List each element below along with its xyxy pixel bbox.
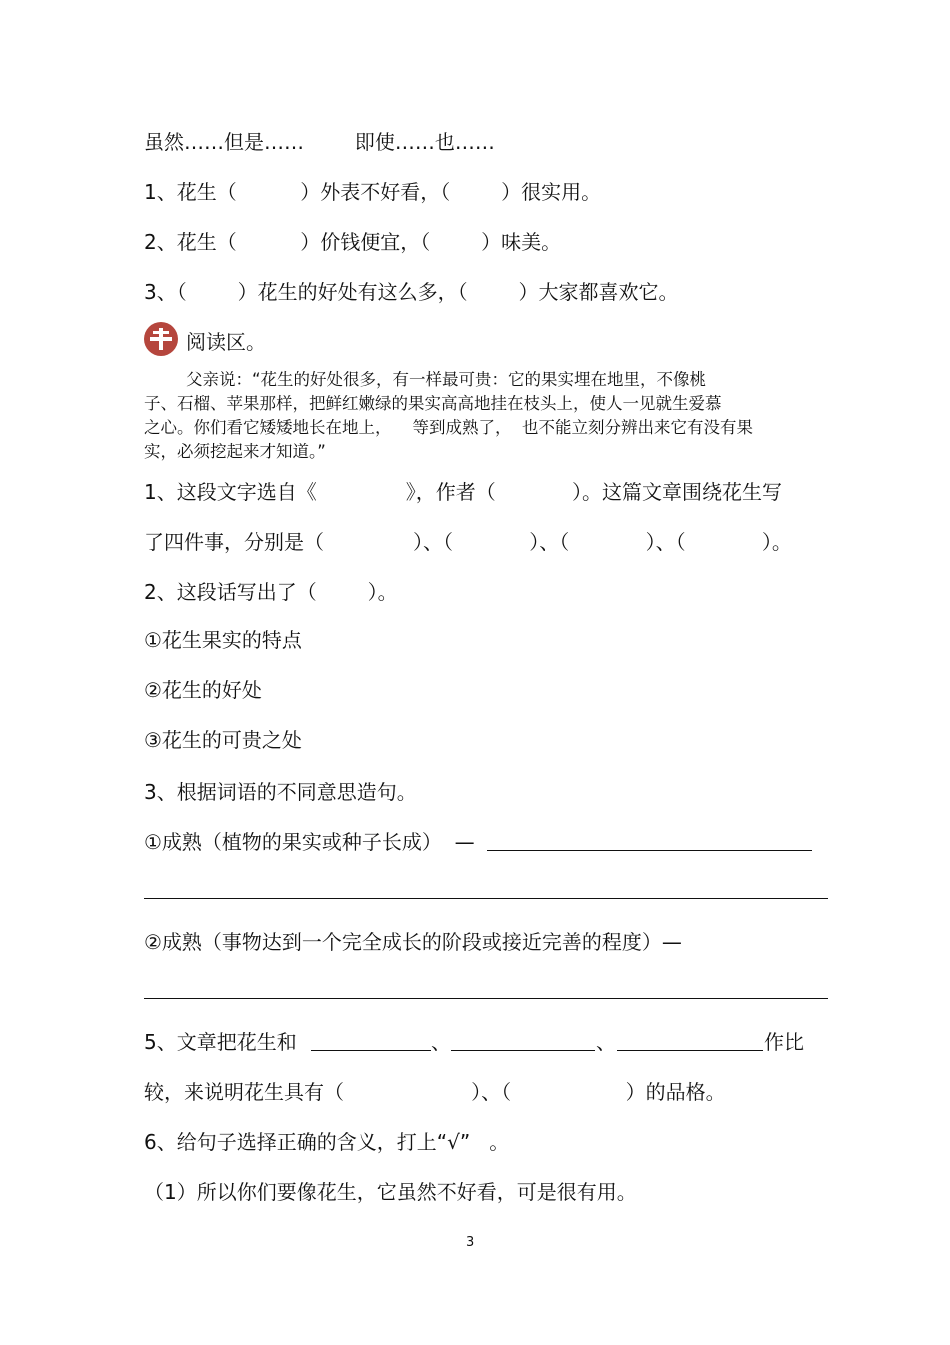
page-number: 3 — [466, 1235, 475, 1250]
question-5-separator: 、 — [596, 1030, 616, 1054]
passage-line-2: 子、石榴、苹果那样，把鲜红嫩绿的果实高高地挂在枝头上，使人一见就生爱慕 — [144, 394, 722, 413]
passage-line-3: 之心。你们看它矮矮地长在地上， 等到成熟了， 也不能立刻分辨出来它有没有果 — [144, 418, 753, 437]
question-5-line-1-start: 5、文章把花生和 — [144, 1030, 297, 1054]
question-3-meaning-b: ②成熟（事物达到一个完全成长的阶段或接近完善的程度）— — [144, 930, 682, 954]
answer-line[interactable] — [144, 898, 828, 899]
answer-line[interactable] — [617, 1050, 763, 1051]
passage-line-4: 实，必须挖起来才知道。” — [144, 442, 326, 461]
answer-line[interactable] — [311, 1050, 431, 1051]
question-6: 6、给句子选择正确的含义，打上“√” 。 — [144, 1130, 510, 1154]
fill-item-2: 2、花生（ ）价钱便宜，（ ）味美。 — [144, 230, 562, 254]
question-1-line-2: 了四件事，分别是（ ）、（ ）、（ ）、（ ）。 — [144, 530, 792, 554]
question-5-line-2: 较，来说明花生具有（ ）、（ ）的品格。 — [144, 1080, 726, 1104]
question-3-meaning-a: ①成熟（植物的果实或种子长成） — — [144, 830, 475, 854]
fill-item-3: 3、（ ）花生的好处有这么多，（ ）大家都喜欢它。 — [144, 280, 679, 304]
question-2: 2、这段话写出了（ ）。 — [144, 580, 398, 604]
question-3: 3、根据词语的不同意思造句。 — [144, 780, 417, 804]
question-6-item-1: （1）所以你们要像花生，它虽然不好看，可是很有用。 — [144, 1180, 637, 1204]
reading-badge-icon — [144, 322, 178, 356]
question-2-option-1: ①花生果实的特点 — [144, 628, 302, 652]
passage-line-1: 父亲说：“花生的好处很多，有一样最可贵：它的果实埋在地里，不像桃 — [144, 370, 707, 389]
question-5-line-1-end: 作比 — [764, 1030, 804, 1054]
reading-section-title: 阅读区。 — [186, 330, 266, 354]
fill-item-1: 1、花生（ ）外表不好看，（ ）很实用。 — [144, 180, 602, 204]
question-5-separator: 、 — [431, 1030, 451, 1054]
question-2-option-3: ③花生的可贵之处 — [144, 728, 302, 752]
answer-line[interactable] — [487, 850, 812, 851]
question-1-line-1: 1、这段文字选自《 》，作者（ ）。这篇文章围绕花生写 — [144, 480, 783, 504]
answer-line[interactable] — [451, 1050, 595, 1051]
conjunction-line: 虽然……但是…… 即使……也…… — [144, 130, 495, 154]
answer-line[interactable] — [144, 998, 828, 999]
question-2-option-2: ②花生的好处 — [144, 678, 262, 702]
